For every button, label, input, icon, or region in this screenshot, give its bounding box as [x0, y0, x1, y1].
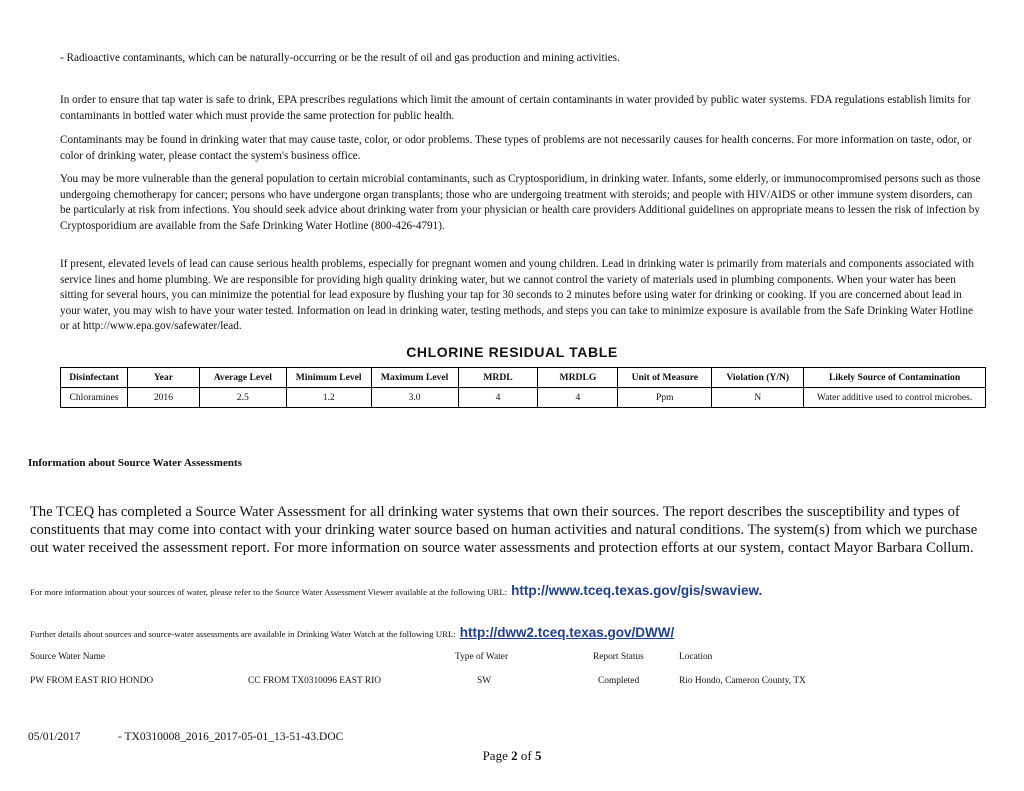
radioactive-bullet: - Radioactive contaminants, which can be naturally-occurring or be the result of oil and gas production and mining activities.: [60, 52, 620, 64]
cell-violation: N: [712, 388, 804, 408]
swaview-period: .: [758, 583, 763, 598]
header-location: Location: [679, 652, 713, 662]
header-source-water-name: Source Water Name: [30, 652, 106, 662]
footer-document-name: - TX0310008_2016_2017-05-01_13-51-43.DOC: [118, 731, 344, 743]
swaview-link[interactable]: http://www.tceq.texas.gov/gis/swaview: [511, 583, 759, 598]
header-report-status: Report Status: [593, 652, 644, 662]
dww-text: Further details about sources and source-water assessments are available in Drinking Water Watch at the following URL:: [30, 629, 456, 639]
source-report-status: Completed: [598, 676, 640, 686]
dww-line: [30, 624, 674, 642]
col-violation: Violation (Y/N): [712, 368, 804, 388]
cell-mrdlg: 4: [538, 388, 618, 408]
cell-mrdl: 4: [458, 388, 538, 408]
source-name: PW FROM EAST RIO HONDO: [30, 676, 154, 686]
dww-link[interactable]: http://dww2.tceq.texas.gov/DWW/: [459, 625, 675, 640]
footer-date: 05/01/2017: [28, 731, 81, 743]
cell-minimum-level: 1.2: [286, 388, 371, 408]
table-row: [61, 388, 986, 408]
chlorine-table-title: CHLORINE RESIDUAL TABLE: [406, 344, 618, 360]
cell-maximum-level: 3.0: [371, 388, 458, 408]
swaview-line: [30, 582, 762, 600]
col-year: Year: [127, 368, 199, 388]
source-assessment-heading: Information about Source Water Assessments: [28, 457, 242, 469]
col-minimum-level: Minimum Level: [286, 368, 371, 388]
swaview-text: For more information about your sources of water, please refer to the Source Water Assessment Viewer available at the following URL:: [30, 587, 508, 597]
contaminants-paragraph: Contaminants may be found in drinking water that may cause taste, color, or odor problems. These types of problems are not necessarily causes for health concerns. For more information on taste, odor, or color of drinking water, please contact the system's business office.: [60, 134, 972, 162]
cell-unit: Ppm: [618, 388, 712, 408]
header-type-of-water: Type of Water: [455, 652, 509, 662]
table-header-row: [61, 368, 986, 388]
col-disinfectant: Disinfectant: [61, 368, 128, 388]
source-location: Rio Hondo, Cameron County, TX: [679, 676, 806, 686]
chlorine-residual-table: [60, 367, 986, 408]
source-name-secondary: CC FROM TX0310096 EAST RIO: [248, 676, 382, 686]
page-current: 2: [511, 748, 518, 763]
cell-average-level: 2.5: [199, 388, 286, 408]
page-total: 5: [534, 748, 542, 763]
source-water-type: SW: [477, 676, 492, 686]
col-source: Likely Source of Contamination: [804, 368, 986, 388]
source-assessment-paragraph: The TCEQ has completed a Source Water Assessment for all drinking water systems that own their sources. The report describes the susceptibility and types of constituents that may come into contact with your drinking water source based on human activities and natural conditions. The system(s) from which we purchase out water received the assessment report. For more information on source water assessments and protection efforts at our system, contact Mayor Barbara Collum.: [30, 504, 978, 556]
col-maximum-level: Maximum Level: [371, 368, 458, 388]
page-mid: of: [517, 748, 535, 763]
cell-source: Water additive used to control microbes.: [804, 388, 986, 408]
cell-disinfectant: Chloramines: [61, 388, 128, 408]
col-average-level: Average Level: [199, 368, 286, 388]
col-unit: Unit of Measure: [618, 368, 712, 388]
cell-year: 2016: [127, 388, 199, 408]
lead-paragraph: If present, elevated levels of lead can cause serious health problems, especially for pregnant women and young children. Lead in drinking water is primarily from materials and components associated with service lines and home plumbing. We are responsible for providing high quality drinking water, but we cannot control the variety of materials used in plumbing components. When your water has been sitting for several hours, you can minimize the potential for lead exposure by flushing your tap for 30 seconds to 2 minutes before using water for drinking or cooking. If you are concerned about lead in your water, you may wish to have your water tested. Information on lead in drinking water, testing methods, and steps you can take to minimize exposure is available from the Safe Drinking Water Hotline or at http://www.epa.gov/safewater/lead.: [60, 258, 974, 333]
page-prefix: Page: [482, 748, 512, 763]
epa-paragraph: In order to ensure that tap water is safe to drink, EPA prescribes regulations which limit the amount of certain contaminants in water provided by public water systems. FDA regulations establish limits for contaminants in bottled water which must provide the same protection for public health.: [60, 94, 971, 122]
vulnerable-paragraph: You may be more vulnerable than the general population to certain microbial contaminants, such as Cryptosporidium, in drinking water. Infants, some elderly, or immunocompromised persons such as those undergoing chemotherapy for cancer; persons who have undergone organ transplants; those who are undergoing treatment with steroids; and people with HIV/AIDS or other immune system disorders, can be particularly at risk from infections. You should seek advice about drinking water from your physician or health care providers Additional guidelines on appropriate means to lessen the risk of infection by Cryptosporidium are available from the Safe Drinking Water Hotline (800-426-4791).: [60, 173, 981, 232]
col-mrdlg: MRDLG: [538, 368, 618, 388]
col-mrdl: MRDL: [458, 368, 538, 388]
page-number: [0, 748, 1024, 764]
